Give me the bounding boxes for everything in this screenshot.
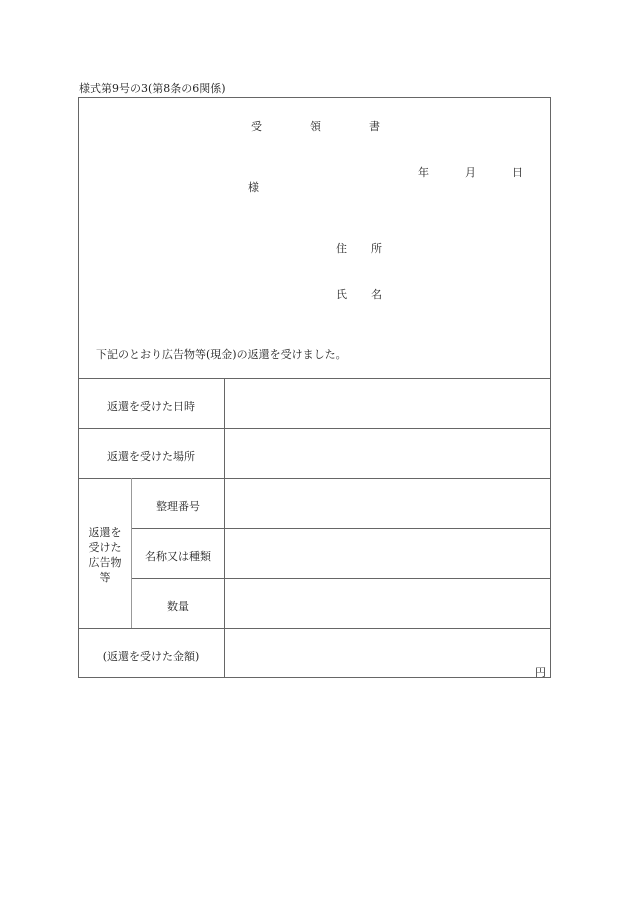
received-datetime-label: 返還を受けた日時 — [107, 400, 195, 413]
date-day-label: 日 — [512, 166, 523, 179]
name-or-type-field[interactable] — [226, 529, 550, 577]
returned-amount-field[interactable] — [226, 629, 550, 677]
divider — [224, 378, 225, 678]
address-label-char-1: 住 — [336, 242, 347, 255]
returned-items-group-label — [89, 525, 122, 585]
name-label-char-2: 名 — [371, 288, 382, 301]
address-label-char-2: 所 — [371, 242, 382, 255]
returned-amount-label: (返還を受けた金額) — [102, 650, 200, 663]
quantity-field[interactable] — [226, 579, 550, 627]
statement-text: 下記のとおり広告物等(現金)の返還を受けました。 — [96, 348, 347, 361]
group-label-line: 等 — [99, 571, 111, 584]
title-char-3: 書 — [369, 120, 380, 133]
yen-unit-label: 円 — [535, 666, 546, 679]
title-char-2: 領 — [310, 120, 321, 133]
date-year-label: 年 — [418, 166, 429, 179]
reference-number-field[interactable] — [226, 479, 550, 527]
quantity-label: 数量 — [167, 600, 189, 613]
name-label-char-1: 氏 — [336, 288, 347, 301]
form-number-label: 様式第9号の3(第8条の6関係) — [79, 82, 226, 95]
addressee-suffix: 様 — [248, 181, 259, 194]
date-month-label: 月 — [465, 166, 476, 179]
group-label-line: 受けた — [88, 541, 122, 554]
title-char-1: 受 — [251, 120, 262, 133]
reference-number-label: 整理番号 — [156, 500, 200, 513]
received-place-label: 返還を受けた場所 — [107, 450, 195, 463]
name-or-type-label: 名称又は種類 — [145, 550, 211, 563]
divider — [131, 478, 132, 628]
received-datetime-field[interactable] — [226, 379, 550, 427]
received-place-field[interactable] — [226, 429, 550, 477]
group-label-line: 返還を — [88, 526, 122, 539]
group-label-line: 広告物 — [88, 556, 122, 569]
